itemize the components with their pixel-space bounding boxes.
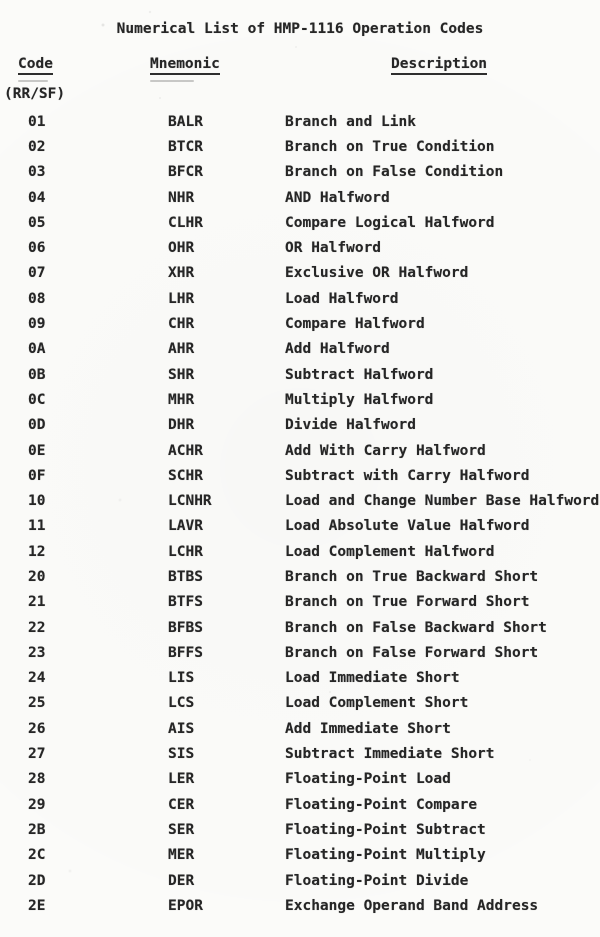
description-cell: Exclusive OR Halfword (285, 265, 469, 282)
column-header-code: Code (18, 56, 53, 75)
description-cell: Branch on True Condition (285, 138, 495, 155)
description-cell: Load and Change Number Base Halfword (285, 493, 600, 510)
code-cell: 2B (28, 821, 46, 838)
opcode-table-row (0, 134, 600, 159)
opcode-table-row (0, 311, 600, 336)
description-cell: Subtract with Carry Halfword (285, 467, 530, 484)
opcode-table-row (0, 235, 600, 260)
description-cell: Branch on False Condition (285, 164, 504, 181)
opcode-table-row (0, 590, 600, 615)
page-title: Numerical List of HMP-1116 Operation Codes (116, 21, 484, 37)
opcode-table-row (0, 514, 600, 539)
description-cell: Floating-Point Load (285, 771, 451, 788)
code-cell: 23 (28, 644, 46, 661)
opcode-table-row (0, 488, 600, 513)
code-cell: 03 (28, 164, 46, 181)
description-cell: AND Halfword (285, 189, 390, 206)
opcode-table-row (0, 564, 600, 589)
code-cell: 10 (28, 493, 46, 510)
code-cell: 24 (28, 670, 46, 687)
mnemonic-cell: AIS (168, 720, 195, 737)
code-cell: 0A (28, 341, 46, 358)
mnemonic-cell: SIS (168, 746, 195, 763)
code-cell: 29 (28, 796, 46, 813)
code-cell: 26 (28, 720, 46, 737)
description-cell: Multiply Halfword (285, 391, 434, 408)
code-cell: 0F (28, 467, 46, 484)
description-cell: OR Halfword (285, 240, 382, 257)
mnemonic-cell: BFBS (168, 619, 203, 636)
opcode-table-row (0, 286, 600, 311)
description-cell: Floating-Point Divide (285, 872, 469, 889)
code-cell: 22 (28, 619, 46, 636)
code-cell: 12 (28, 543, 46, 560)
code-cell: 0E (28, 442, 46, 459)
opcode-table-row (0, 792, 600, 817)
description-cell: Load Complement Short (285, 695, 469, 712)
code-cell: 04 (28, 189, 46, 206)
opcode-table-row (0, 615, 600, 640)
description-cell: Compare Logical Halfword (285, 214, 495, 231)
code-cell: 09 (28, 316, 46, 333)
description-cell: Branch on False Forward Short (285, 644, 539, 661)
code-cell: 28 (28, 771, 46, 788)
description-cell: Load Immediate Short (285, 670, 460, 687)
code-cell: 0C (28, 391, 46, 408)
description-cell: Floating-Point Subtract (285, 821, 486, 838)
code-cell: 08 (28, 290, 46, 307)
mnemonic-cell: BTCR (168, 138, 203, 155)
mnemonic-cell: DER (168, 872, 195, 889)
opcode-table-row (0, 640, 600, 665)
description-cell: Load Complement Halfword (285, 543, 495, 560)
opcode-table-row (0, 362, 600, 387)
opcode-table-row (0, 691, 600, 716)
mnemonic-cell: EPOR (168, 897, 203, 914)
description-cell: Subtract Immediate Short (285, 746, 495, 763)
opcode-table-row (0, 893, 600, 918)
opcode-table-body (0, 109, 600, 919)
opcode-table-row (0, 109, 600, 134)
mnemonic-cell: BTFS (168, 594, 203, 611)
opcode-table-row (0, 666, 600, 691)
description-cell: Add Immediate Short (285, 720, 451, 737)
code-cell: 27 (28, 746, 46, 763)
description-cell: Load Halfword (285, 290, 399, 307)
description-cell: Add With Carry Halfword (285, 442, 486, 459)
column-header-mnemonic: Mnemonic (150, 56, 220, 75)
opcode-table-row (0, 160, 600, 185)
code-cell: 05 (28, 214, 46, 231)
opcode-table-row (0, 716, 600, 741)
description-cell: Divide Halfword (285, 417, 416, 434)
scan-smudge-under-mnemonic (150, 80, 194, 82)
mnemonic-cell: LHR (168, 290, 195, 307)
mnemonic-cell: BFCR (168, 164, 203, 181)
mnemonic-cell: NHR (168, 189, 195, 206)
mnemonic-cell: SHR (168, 366, 195, 383)
table-header-row (0, 56, 600, 78)
description-cell: Load Absolute Value Halfword (285, 518, 530, 535)
opcode-table-row (0, 843, 600, 868)
mnemonic-cell: CHR (168, 316, 195, 333)
column-header-description: Description (391, 56, 487, 75)
code-cell: 20 (28, 568, 46, 585)
opcode-table-row (0, 868, 600, 893)
code-cell: 2E (28, 897, 46, 914)
mnemonic-cell: LCNHR (168, 493, 212, 510)
description-cell: Floating-Point Compare (285, 796, 478, 813)
opcode-table-row (0, 741, 600, 766)
description-cell: Branch and Link (285, 113, 416, 130)
mnemonic-cell: CLHR (168, 214, 203, 231)
description-cell: Branch on True Backward Short (285, 568, 539, 585)
mnemonic-cell: LCHR (168, 543, 203, 560)
mnemonic-cell: CER (168, 796, 195, 813)
mnemonic-cell: BTBS (168, 568, 203, 585)
mnemonic-cell: OHR (168, 240, 195, 257)
mnemonic-cell: LCS (168, 695, 195, 712)
mnemonic-cell: XHR (168, 265, 195, 282)
mnemonic-cell: SER (168, 821, 195, 838)
opcode-table-row (0, 767, 600, 792)
scan-smudge-under-code (18, 80, 48, 82)
opcode-table-row (0, 438, 600, 463)
code-cell: 01 (28, 113, 46, 130)
description-cell: Branch on False Backward Short (285, 619, 547, 636)
opcode-table-row (0, 261, 600, 286)
mnemonic-cell: LIS (168, 670, 195, 687)
code-cell: 2C (28, 847, 46, 864)
code-cell: 02 (28, 138, 46, 155)
description-cell: Add Halfword (285, 341, 390, 358)
code-cell: 06 (28, 240, 46, 257)
mnemonic-cell: BALR (168, 113, 203, 130)
description-cell: Branch on True Forward Short (285, 594, 530, 611)
description-cell: Subtract Halfword (285, 366, 434, 383)
opcode-table-row (0, 210, 600, 235)
section-label-rr-sf: (RR/SF) (4, 86, 66, 102)
mnemonic-cell: ACHR (168, 442, 203, 459)
mnemonic-cell: MER (168, 847, 195, 864)
code-cell: 21 (28, 594, 46, 611)
mnemonic-cell: LER (168, 771, 195, 788)
mnemonic-cell: BFFS (168, 644, 203, 661)
mnemonic-cell: SCHR (168, 467, 203, 484)
opcode-table-row (0, 817, 600, 842)
mnemonic-cell: DHR (168, 417, 195, 434)
mnemonic-cell: LAVR (168, 518, 203, 535)
opcode-table-row (0, 387, 600, 412)
mnemonic-cell: AHR (168, 341, 195, 358)
description-cell: Floating-Point Multiply (285, 847, 486, 864)
code-cell: 11 (28, 518, 46, 535)
opcode-table-row (0, 185, 600, 210)
opcode-table-row (0, 413, 600, 438)
code-cell: 0D (28, 417, 46, 434)
code-cell: 0B (28, 366, 46, 383)
mnemonic-cell: MHR (168, 391, 195, 408)
code-cell: 2D (28, 872, 46, 889)
opcode-table-row (0, 463, 600, 488)
opcode-table-row (0, 539, 600, 564)
description-cell: Exchange Operand Band Address (285, 897, 539, 914)
code-cell: 25 (28, 695, 46, 712)
description-cell: Compare Halfword (285, 316, 425, 333)
code-cell: 07 (28, 265, 46, 282)
opcode-table-row (0, 337, 600, 362)
